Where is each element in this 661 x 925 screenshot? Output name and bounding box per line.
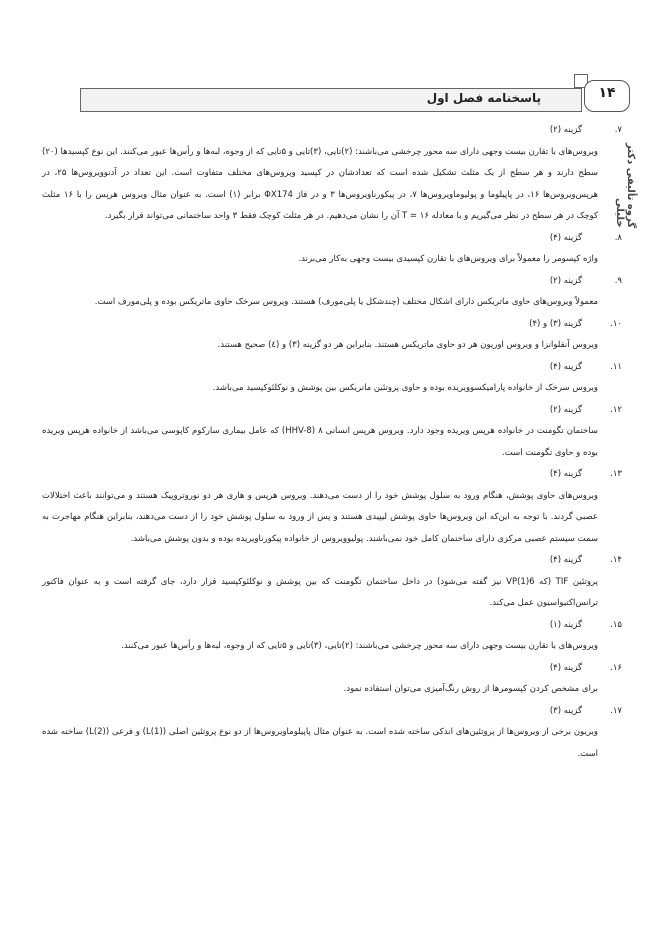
answer-explanation: پروتئین TIF (که VP(1)6 نیز گفته می‌شود) در داخل ساختمان تگومنت که بین پوشش و نوکلئوکپسید قرار دارد، جای گرفته است و به عنوان فاکتور ترانس‌اکتیواسیون عمل می‌کند. [42,576,598,608]
answer-explanation: ویروس‌های با تقارن بیست وجهی دارای سه محور چرخشی می‌باشند: (۲)تایی، (۳)تایی و ۵تایی که از وجوه، لبه‌ها و رأس‌ها عبور می‌کنند. این نوع کپسیدها (۲۰) سطح دارند و هر سطح از یک مثلث تشکیل شده است که تعدادشان در کپسید ویروس‌های مختلف متفاوت است. این تعداد در آدنوویروس‌ها ۲۵، در هرپس‌ویروس‌ها ۱۶، در پاپیلوما و پولیوماویروس‌ها ۷، در پیکورناویروس‌ها ۳ و در فاژ ΦX174 برابر (۱) است. به عنوان مثال ویروس هرپس را با ۱۶ مثلث کوچک در هر سطح در نظر می‌گیریم و با معادله ۱۶ = T آن را نشان می‌دهیم. در هر مثلث کوچک فقط ۳ واحد ساختمانی می‌تواند قرار بگیرد. [42,146,599,221]
page-number: ۱۴ [598,85,616,101]
answer-option: گزینه (۴) [549,469,582,479]
answer-item [42,658,622,701]
item-number: ۱۷. [610,705,622,716]
answer-explanation: ساختمان تگومنت در خانواده هرپس ویریده وجود دارد. ویروس هرپس انسانی ۸ (HHV-8) که عامل بیماری سارکوم کاپوسی می‌باشد از خانواده هرپس ویریده بوده و حاوی تگومنت است. [42,426,598,458]
answer-item [42,228,622,271]
answer-option: گزینه (۲) [549,275,582,286]
answer-option: گزینه (۴) [549,232,582,243]
answer-explanation: ویروس‌های حاوی پوشش، هنگام ورود به سلول پوشش خود را از دست می‌دهند. ویروس هرپس و هاری هر دو نوروتروپیک هستند و می‌توانند باعث اختلالات عصبی گردند. با توجه به این‌که این ویروس‌ها حاوی پوشش لیپیدی هستند و پس از ورود به سلول پوشش خود را از دست می‌دهند، بنابراین هنگام مهاجرت به سمت سیستم عصبی مرکزی دارای ساختمان کامل خود نمی‌باشند. پولیوویروس از خانواده پیکورناویریده بوده و بدون پوشش می‌باشد. [42,490,598,544]
item-number: ۱۳. [610,469,622,479]
item-number: ۹. [614,275,622,286]
item-number: ۷. [614,125,622,135]
title-bar [80,88,582,112]
answer-item [42,271,622,314]
answer-item [42,550,622,615]
answer-explanation: ویروس آنفلوانزا و ویروس اوریون هر دو حاوی ماتریکس هستند. بنابراین هر دو گزینه (۳) و (٤) صحیح هستند. [217,340,598,350]
answer-option: گزینه (۴) [549,555,582,565]
item-number: ۱۶. [610,662,622,673]
answer-option: گزینه (۳) [549,705,582,716]
answer-item [42,400,622,465]
answer-item [42,615,622,658]
answer-explanation: ویروس سرخک از خانواده پارامیکسوویریده بوده و حاوی پروتئین ماتریکس بین پوشش و نوکلئوکپسید می‌باشد. [212,383,598,393]
item-number: ۱۱. [610,361,622,372]
answer-option: گزینه (۴) [549,662,582,673]
item-number: ۱۰. [610,318,622,329]
answer-option: گزینه (۱) [549,619,582,630]
answer-item [42,357,622,400]
answer-option: گزینه (۴) [549,361,582,372]
chapter-title: پاسخنامه فصل اول [426,91,541,105]
side-label: گروه تألیفی دکتر خلیلی [614,142,636,228]
answer-option: گزینه (۳) و (۴) [529,318,582,329]
answer-explanation: معمولاً ویروس‌های حاوی ماتریکس دارای اشکال مختلف (چندشکل یا پلی‌مورف) هستند. ویروس سرخک حاوی ماتریکس بوده و پلی‌مورف است. [94,297,598,307]
item-number: ۱۲. [610,404,622,415]
answer-explanation: برای مشخص کردن کپسومرها از روش رنگ‌آمیزی می‌توان استفاده نمود. [343,684,598,694]
answer-item [42,314,622,357]
page-header [40,80,630,114]
item-number: ۸. [614,232,622,243]
answer-option: گزینه (۲) [549,404,582,415]
answer-explanation: ویریون برخی از ویروس‌ها از پروتئین‌های اندکی ساخته شده است. به عنوان مثال پاپیلوماویروس‌ها از دو نوع پروتئین اصلی (L(1)) و فرعی (L(2)) ساخته شده است. [42,727,598,759]
answer-explanation: واژه کپسومر را معمولاً برای ویروس‌های با تقارن کپسیدی بیست وجهی به‌کار می‌برند. [298,254,598,264]
answer-list [42,120,622,765]
answer-explanation: ویروس‌های با تقارن بیست وجهی دارای سه محور چرخشی می‌باشند: (۲)تایی، (۳)تایی و ۵تایی که از وجوه، لبه‌ها و رأس‌ها عبور می‌کنند. [121,641,598,651]
answer-item [42,120,622,228]
item-number: ۱۵. [610,619,622,630]
item-number: ۱۴. [610,555,622,565]
answer-item [42,701,622,766]
answer-option: گزینه (۲) [549,125,582,135]
answer-item [42,464,622,550]
page-number-badge [584,80,630,112]
